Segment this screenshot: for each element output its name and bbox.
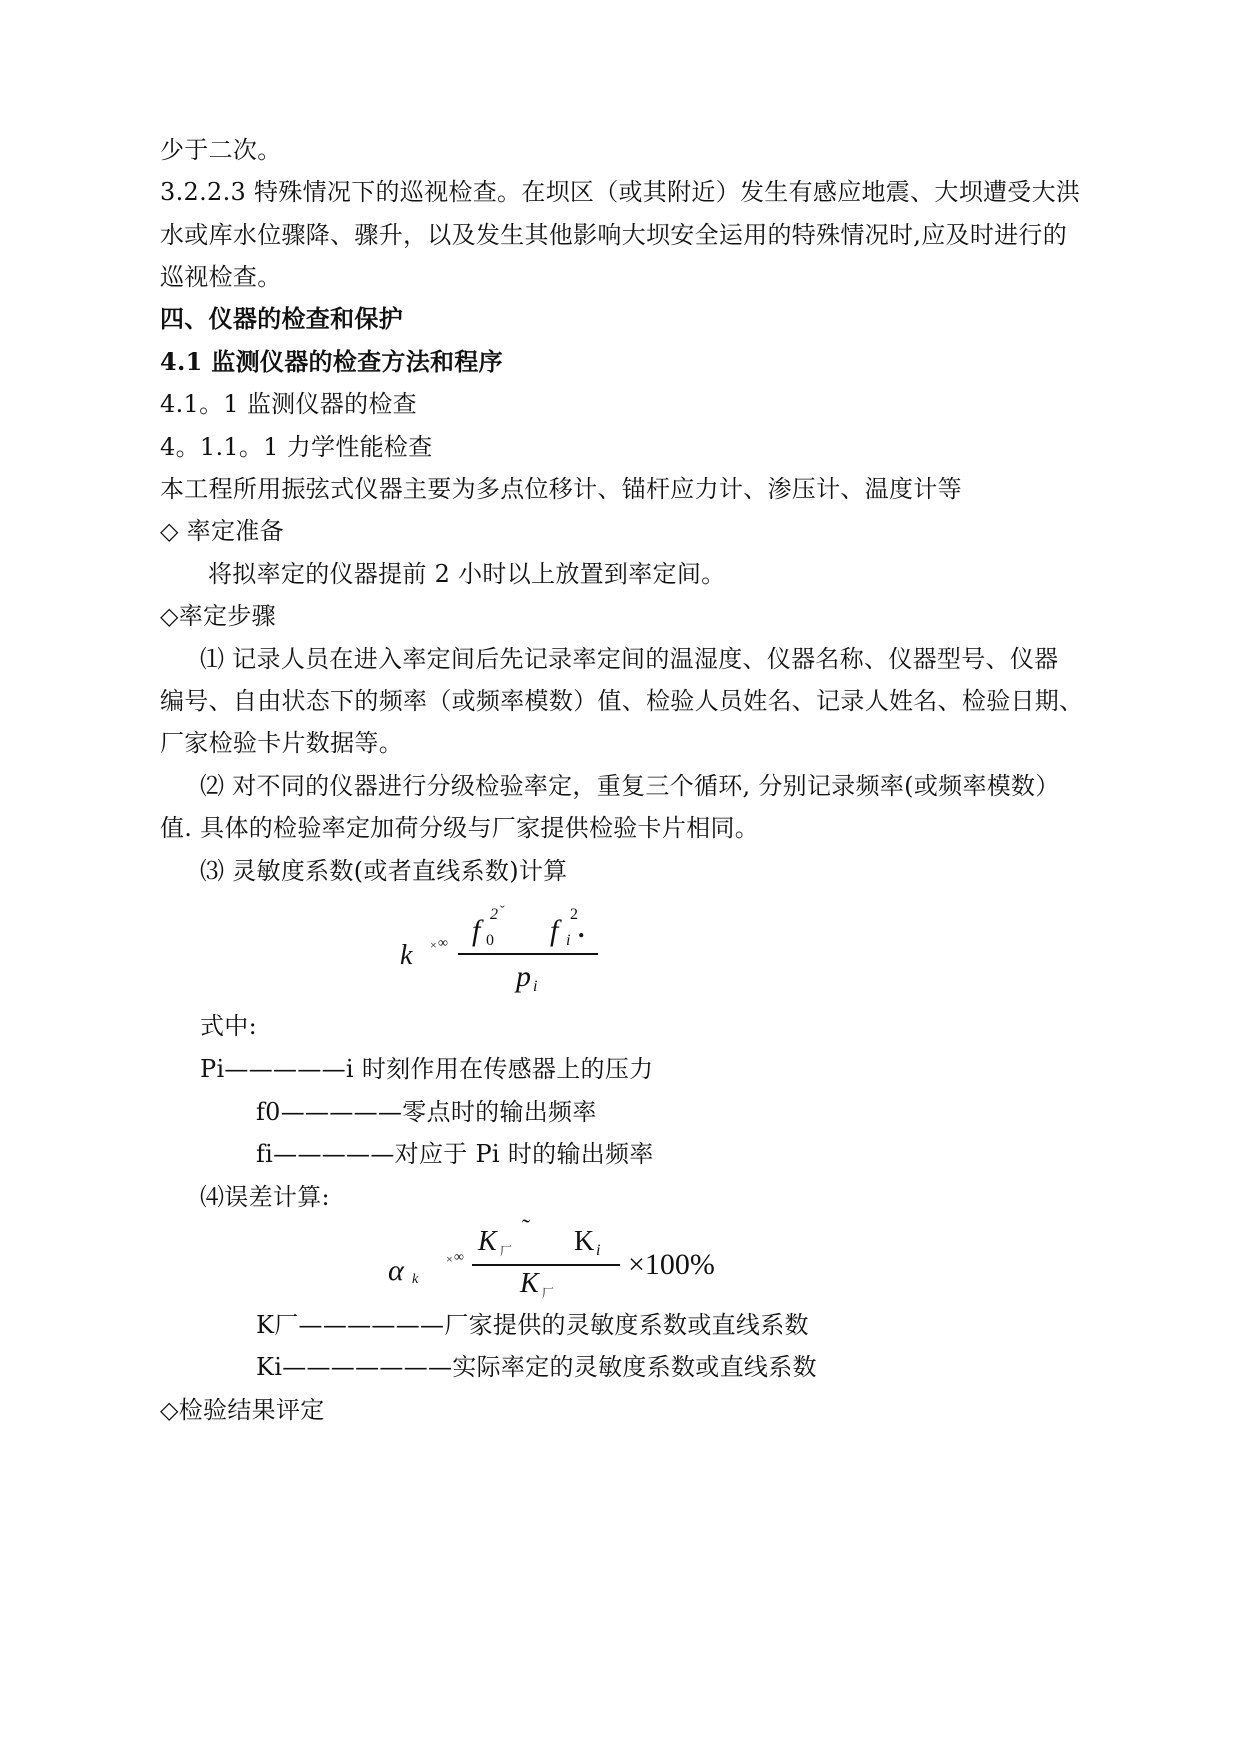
paragraph-line: 少于二次。	[160, 136, 282, 164]
paragraph-line: 巡视检查。	[160, 263, 282, 291]
definition-line: Ki———————实际率定的灵敏度系数或直线系数	[256, 1353, 817, 1381]
paragraph-line: 水或库水位骤降、骤升，以及发生其他影响大坝安全运用的特殊情况时,应及时进行的	[160, 221, 1068, 249]
definition-line: Pi—————i 时刻作用在传感器上的压力	[200, 1055, 654, 1083]
formula-term: p	[516, 960, 531, 993]
formula-term: K	[520, 1268, 539, 1299]
formula-eq-mark: ×	[446, 1252, 453, 1266]
formula-subscript: 0	[486, 932, 494, 949]
paragraph-line: 式中:	[200, 1012, 257, 1040]
formula-mark: ˇ	[500, 904, 505, 919]
fraction-bar	[472, 1264, 620, 1266]
subsection-heading: 4.1 监测仪器的检查方法和程序	[160, 347, 503, 376]
formula-term: f	[472, 914, 481, 947]
formula-minus: ˜	[522, 1216, 530, 1242]
formula-superscript: 2	[490, 906, 498, 923]
formula-eq-mark: ∞	[454, 1250, 464, 1265]
formula-term: f	[550, 914, 559, 947]
fraction-bar	[458, 953, 598, 955]
formula-subscript: i	[566, 932, 571, 949]
paragraph-line: 将拟率定的仪器提前 2 小时以上放置到率定间。	[208, 560, 726, 588]
formula-subscript: 厂	[542, 1286, 555, 1300]
definition-line: fi—————对应于 Pi 时的输出频率	[256, 1140, 654, 1168]
formula-mark: .	[578, 914, 585, 943]
subsection-title: 4。1.1。1 力学性能检查	[160, 433, 433, 461]
paragraph-line: ⑴ 记录人员在进入率定间后先记录率定间的温湿度、仪器名称、仪器型号、仪器	[200, 645, 1059, 673]
error-formula	[380, 1216, 740, 1320]
paragraph-line: 厂家检验卡片数据等。	[160, 729, 403, 757]
definition-line: K厂——————厂家提供的灵敏度系数或直线系数	[256, 1311, 809, 1339]
subsection-title: 4.1。1 监测仪器的检查	[160, 390, 417, 418]
paragraph-line: 本工程所用振弦式仪器主要为多点位移计、锚杆应力计、渗压计、温度计等	[160, 475, 962, 503]
bullet-heading: ◇ 率定准备	[160, 517, 284, 545]
formula-subscript: 厂	[500, 1244, 513, 1258]
formula-subscript: k	[412, 1272, 419, 1287]
formula-eq-mark: ×	[430, 938, 437, 952]
formula-term: K	[478, 1226, 497, 1257]
bullet-heading: ◇检验结果评定	[160, 1396, 325, 1424]
formula-eq-mark: ∞	[438, 936, 448, 951]
formula-subscript: i	[596, 1242, 601, 1259]
definition-line: f0—————零点时的输出频率	[256, 1098, 597, 1126]
formula-term: K	[574, 1226, 595, 1257]
paragraph-line: ⑶ 灵敏度系数(或者直线系数)计算	[200, 857, 568, 885]
formula-lhs: k	[400, 940, 413, 971]
formula-subscript: i	[533, 978, 538, 995]
paragraph-line: ⑷误差计算:	[200, 1183, 330, 1211]
section-heading: 四、仪器的检查和保护	[160, 304, 403, 333]
paragraph-line: 3.2.2.3 特殊情况下的巡视检查。在坝区（或其附近）发生有感应地震、大坝遭受大洪	[160, 178, 1081, 206]
paragraph-line: 编号、自由状态下的频率（或频率模数）值、检验人员姓名、记录人姓名、检验日期、	[160, 687, 1084, 715]
sensitivity-formula	[380, 900, 640, 1010]
paragraph-line: 值. 具体的检验率定加荷分级与厂家提供检验卡片相同。	[160, 814, 760, 842]
formula-lhs: α	[388, 1254, 404, 1287]
paragraph-line: ⑵ 对不同的仪器进行分级检验率定，重复三个循环, 分别记录频率(或频率模数）	[200, 772, 1060, 800]
bullet-heading: ◇率定步骤	[160, 602, 276, 630]
formula-tail: ×100%	[628, 1248, 715, 1281]
formula-superscript: 2	[570, 906, 578, 923]
